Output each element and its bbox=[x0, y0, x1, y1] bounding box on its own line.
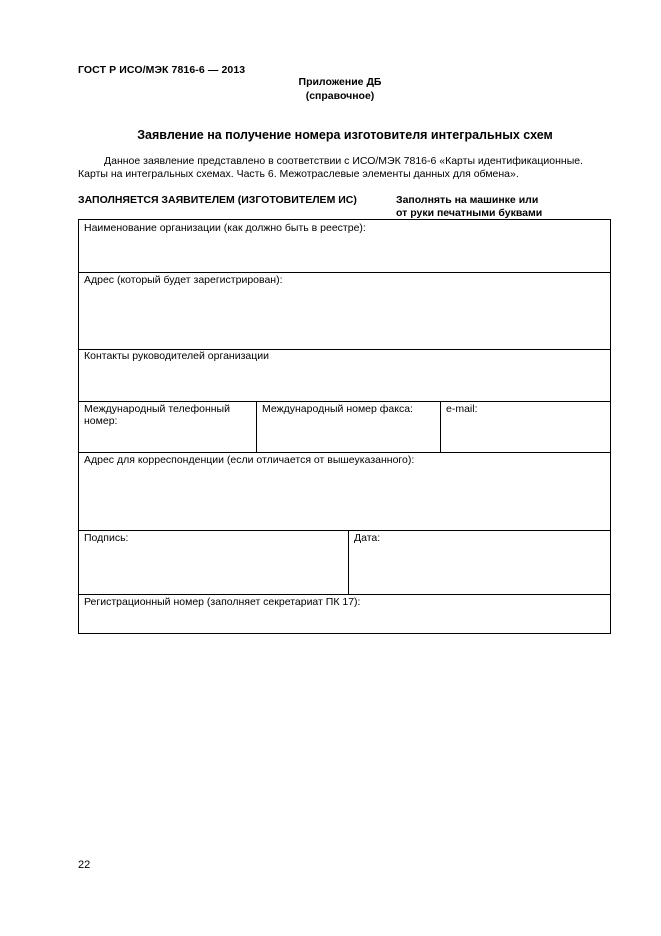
signature-field[interactable]: Подпись: bbox=[84, 532, 129, 544]
phone-label-line-2: номер: bbox=[84, 415, 118, 427]
org-name-field[interactable]: Наименование организации (как должно быть в реестре): bbox=[84, 222, 366, 234]
form-divider bbox=[79, 272, 610, 273]
intro-line-2: Карты на интегральных схемах. Часть 6. Межотраслевые элементы данных для обмена». bbox=[78, 168, 519, 180]
correspondence-address-field[interactable]: Адрес для корреспонденции (если отличается от вышеуказанного): bbox=[84, 454, 415, 466]
form-divider bbox=[79, 530, 610, 531]
page-number: 22 bbox=[78, 859, 91, 871]
registration-number-field[interactable]: Регистрационный номер (заполняет секретариат ПК 17): bbox=[84, 596, 361, 608]
appendix-subtitle: (справочное) bbox=[305, 90, 375, 102]
address-field[interactable]: Адрес (который будет зарегистрирован): bbox=[84, 274, 283, 286]
form-divider bbox=[256, 401, 257, 452]
contacts-field[interactable]: Контакты руководителей организации bbox=[84, 350, 269, 362]
fill-hint bbox=[396, 194, 542, 220]
phone-label-line-1: Международный телефонный bbox=[84, 403, 230, 415]
fill-hint-line-1: Заполнять на машинке или bbox=[396, 194, 539, 206]
intro-line-1: Данное заявление представлено в соответствии с ИСО/МЭК 7816-6 «Карты идентификационные. bbox=[104, 155, 584, 167]
standard-code: ГОСТ Р ИСО/МЭК 7816-6 — 2013 bbox=[78, 64, 246, 76]
date-field[interactable]: Дата: bbox=[354, 532, 381, 544]
form-divider bbox=[440, 401, 441, 452]
document-title: Заявление на получение номера изготовителя интегральных схем bbox=[137, 128, 553, 142]
form-divider bbox=[79, 594, 610, 595]
fax-field[interactable]: Международный номер факса: bbox=[262, 403, 413, 415]
form-divider bbox=[79, 401, 610, 402]
phone-field[interactable] bbox=[84, 403, 230, 427]
email-field[interactable]: e-mail: bbox=[446, 403, 478, 415]
application-form bbox=[78, 219, 611, 634]
appendix-title: Приложение ДБ bbox=[298, 76, 382, 88]
fill-by-label: ЗАПОЛНЯЕТСЯ ЗАЯВИТЕЛЕМ (ИЗГОТОВИТЕЛЕМ ИС) bbox=[78, 194, 357, 206]
form-divider bbox=[79, 452, 610, 453]
form-divider bbox=[348, 530, 349, 594]
intro-paragraph bbox=[78, 155, 618, 181]
fill-hint-line-2: от руки печатными буквами bbox=[396, 207, 543, 219]
